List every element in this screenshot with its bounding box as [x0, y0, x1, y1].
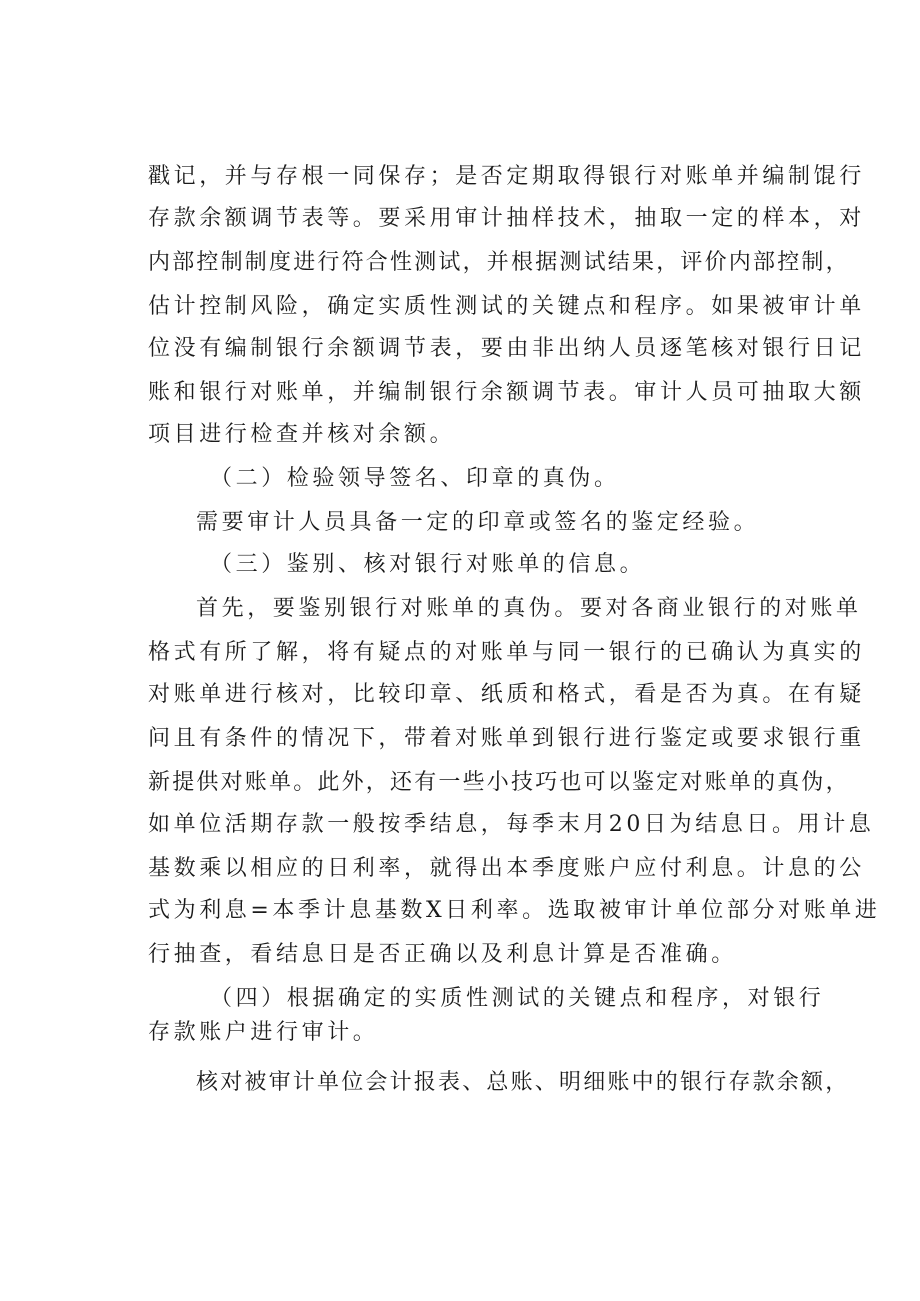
paragraph-line: 首先，要鉴别银行对账单的真伪。要对各商业银行的对账单: [196, 596, 862, 621]
paragraph-line: 问且有条件的情况下，带着对账单到银行进行鉴定或要求银行重: [148, 726, 865, 751]
paragraph-line: 格式有所了解，将有疑点的对账单与同一银行的已确认为真实的: [148, 640, 865, 665]
section-heading: （四）根据确定的实质性测试的关键点和程序，对银行: [210, 986, 825, 1011]
paragraph-line: 存款余额调节表等。要采用审计抽样技术，抽取一定的样本，对: [148, 206, 865, 231]
paragraph-line: 基数乘以相应的日利率，就得出本季度账户应付利息。计息的公: [148, 856, 865, 881]
paragraph-line: 需要审计人员具备一定的印章或签名的鉴定经验。: [196, 510, 760, 535]
section-heading: （三）鉴别、核对银行对账单的信息。: [210, 552, 646, 577]
paragraph-line: 行抽查，看结息日是否正确以及利息计算是否准确。: [148, 942, 737, 967]
paragraph-line: 位没有编制银行余额调节表，要由非出纳人员逐笔核对银行日记: [148, 336, 865, 361]
paragraph-line: 账和银行对账单，并编制银行余额调节表。审计人员可抽取大额: [148, 380, 865, 405]
paragraph-line: 内部控制制度进行符合性测试，并根据测试结果，评价内部控制，: [148, 250, 850, 275]
paragraph-line: 戳记，并与存根一同保存；是否定期取得银行对账单并编制馄行: [148, 164, 865, 189]
paragraph-line: 核对被审计单位会计报表、总账、明细账中的银行存款余额，: [196, 1070, 850, 1095]
paragraph-line: 新提供对账单。此外，还有一些小技巧也可以鉴定对账单的真伪，: [148, 770, 850, 795]
paragraph-line: 如单位活期存款一般按季结息，每季末月20日为结息日。用计息: [148, 812, 875, 837]
section-heading-continuation: 存款账户进行审计。: [148, 1020, 379, 1045]
paragraph-line: 式为利息=本季计息基数X日利率。选取被审计单位部分对账单进: [148, 898, 881, 923]
paragraph-line: 估计控制风险，确定实质性测试的关键点和程序。如果被审计单: [148, 294, 865, 319]
paragraph-line: 项目进行检查并核对余额。: [148, 422, 456, 447]
section-heading: （二）检验领导签名、印章的真伪。: [210, 466, 620, 491]
paragraph-line: 对账单进行核对，比较印章、纸质和格式，看是否为真。在有疑: [148, 682, 865, 707]
